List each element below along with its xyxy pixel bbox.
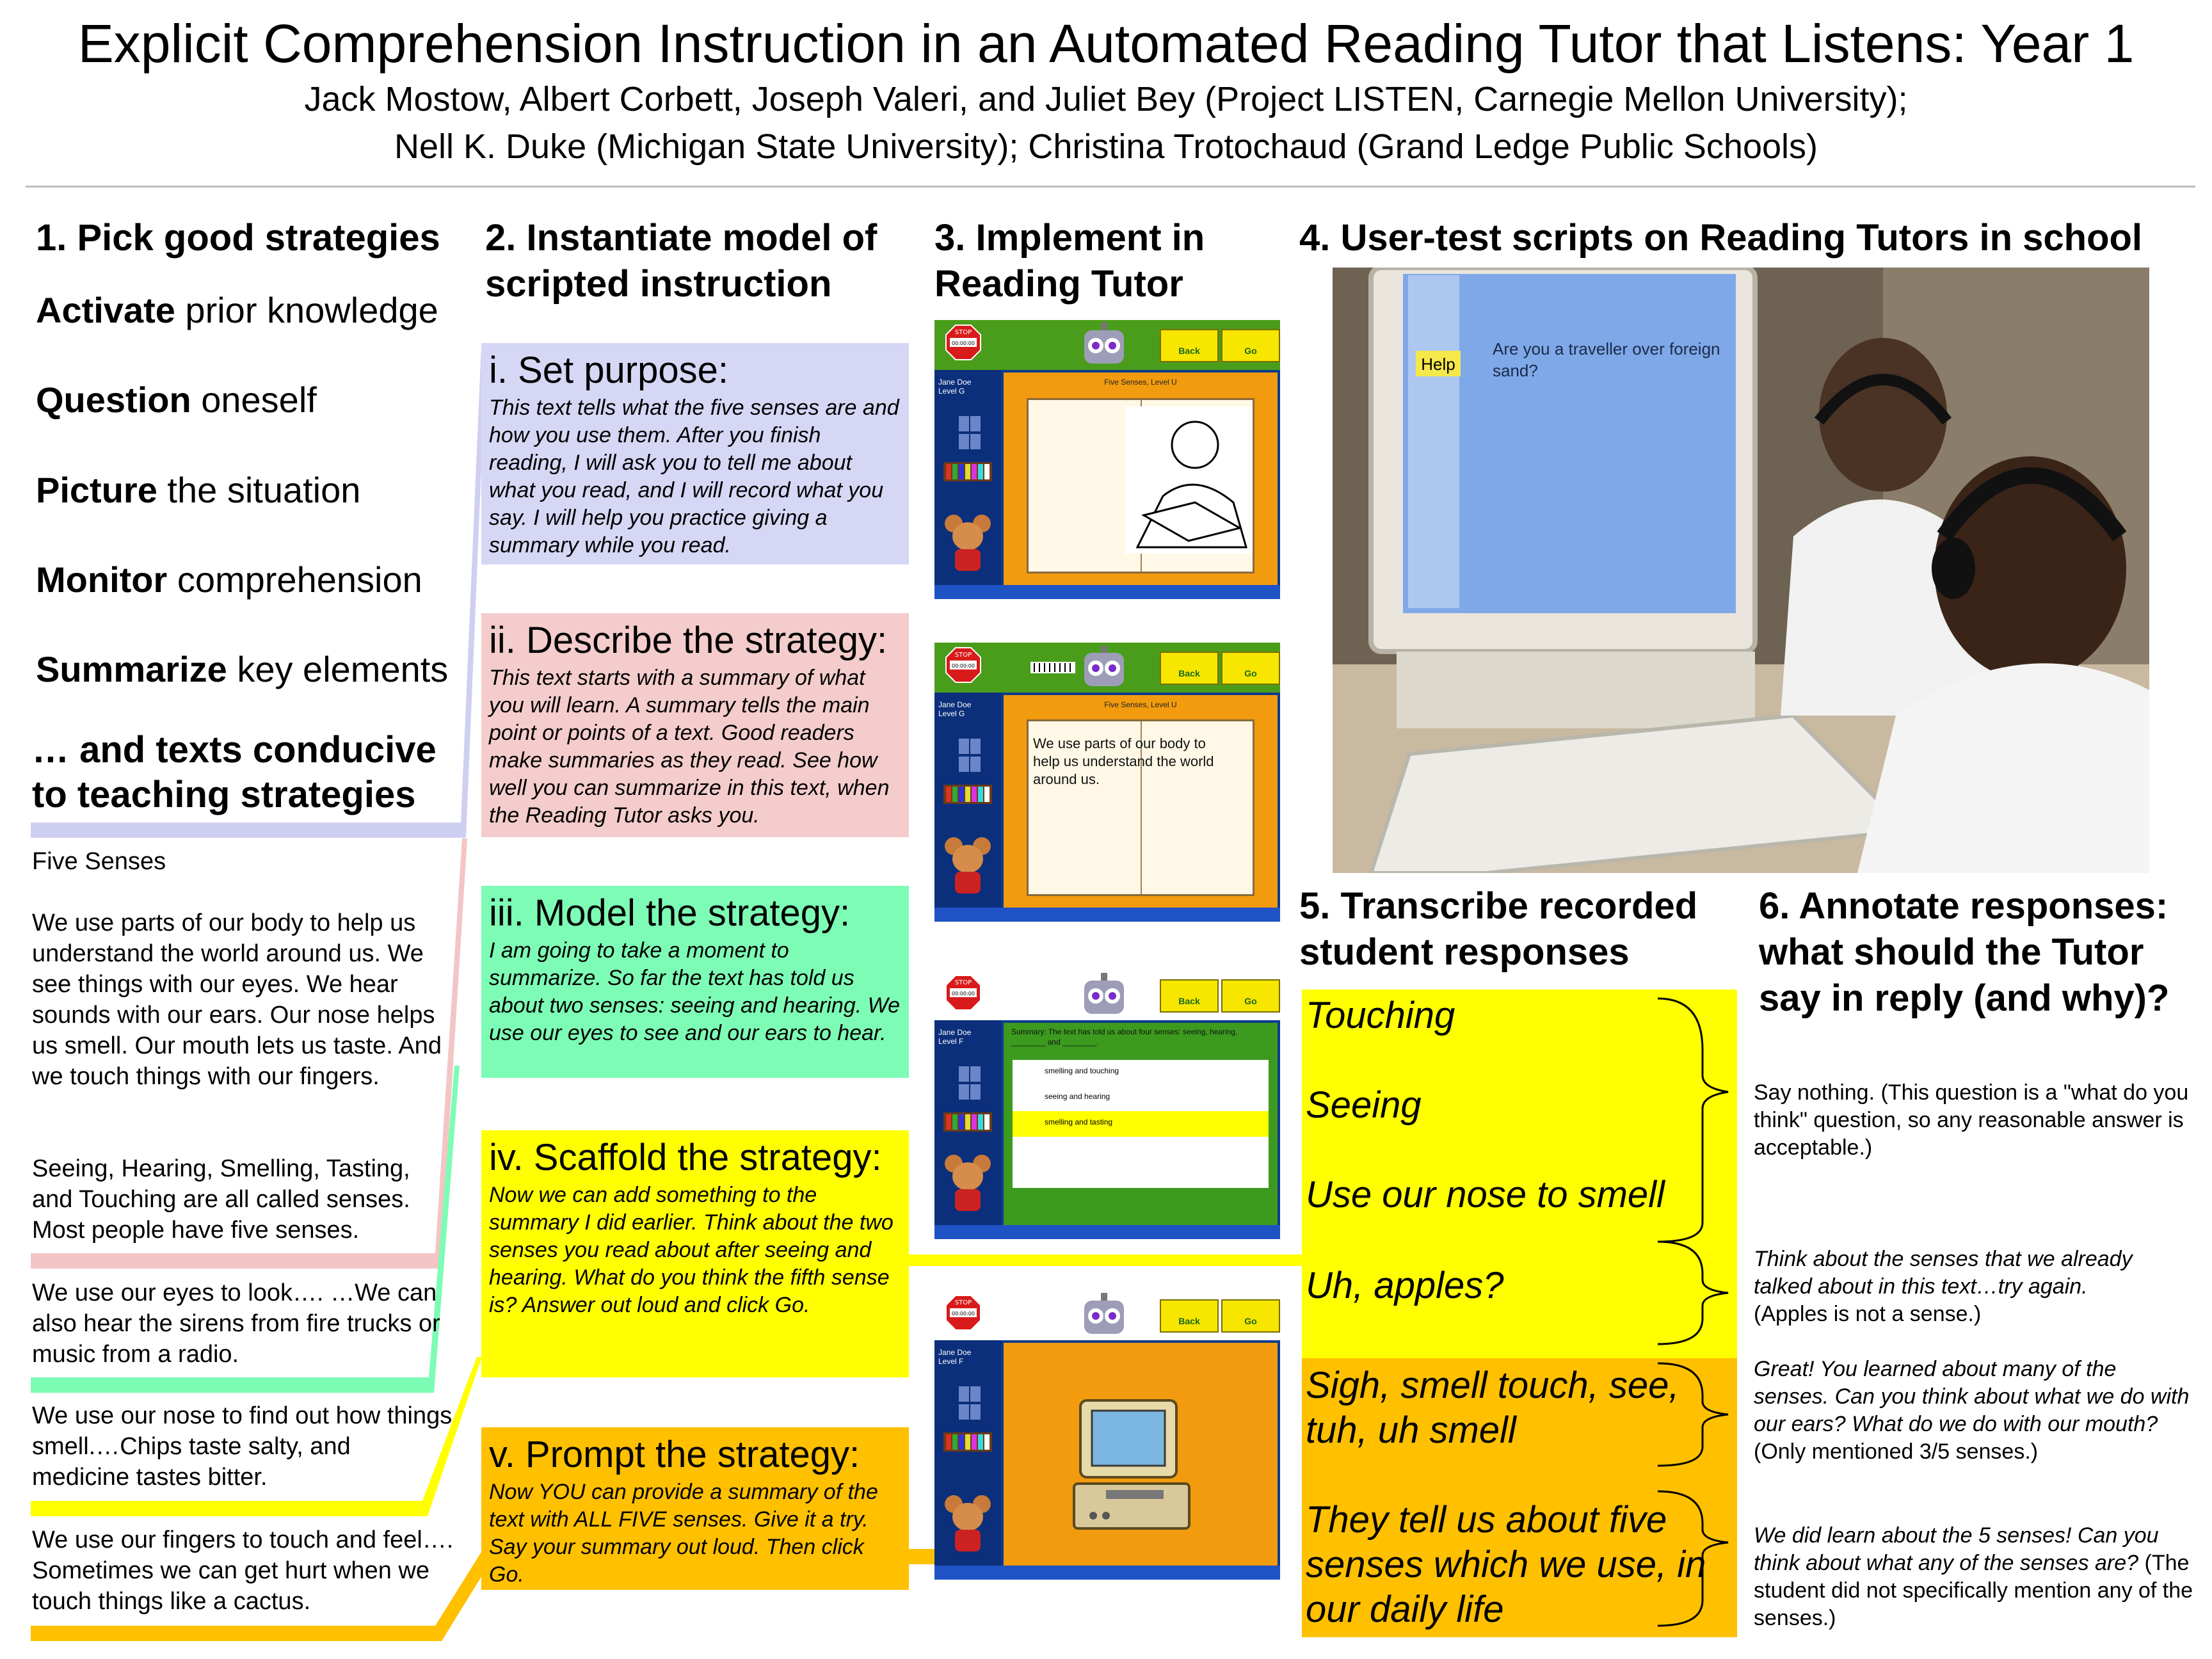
student-name: Jane Doe Level G xyxy=(938,378,972,396)
response-five-senses: They tell us about five senses which we use, in our daily life xyxy=(1306,1499,1706,1630)
svg-text:STOP: STOP xyxy=(954,979,972,986)
go-button[interactable]: Go xyxy=(1221,652,1280,685)
strategy-activate: Activate prior knowledge xyxy=(36,290,438,330)
col5-heading-line-1: 5. Transcribe recorded xyxy=(1299,885,1698,927)
step-title: v. Prompt the strategy: xyxy=(489,1434,860,1475)
step-title: i. Set purpose: xyxy=(489,349,728,391)
svg-text:00:00:00: 00:00:00 xyxy=(952,1311,975,1317)
annotation-apples: Think about the senses that we already talked about in this text…try again. (Apples is not a sense.) xyxy=(1754,1247,2133,1326)
choice-item[interactable]: smelling and touching xyxy=(1045,1066,1119,1075)
svg-text:Help: Help xyxy=(1421,355,1455,374)
response-touching: Touching xyxy=(1306,995,1455,1036)
student-name: Jane Doe Level G xyxy=(938,700,972,718)
poster-title: Explicit Comprehension Instruction in an Automated Reading Tutor that Listens: Year 1 xyxy=(77,13,2135,74)
col4-heading: 4. User-test scripts on Reading Tutors in school xyxy=(1299,217,2143,259)
story-title: Five Senses, Level U xyxy=(1104,378,1177,387)
step-title: iv. Scaffold the strategy: xyxy=(489,1137,882,1178)
authors-line-2: Nell K. Duke (Michigan State University); Christina Trotochaud (Grand Ledge Public Schools) xyxy=(394,127,1818,166)
step-body: Now we can add something to the summary I did earlier. Think about the two senses you read about after seeing and hearing. What do you think the fifth sense is? Answer out loud and click Go. xyxy=(489,1183,894,1317)
col6-heading-line-1: 6. Annotate responses: xyxy=(1759,885,2168,927)
step-title: ii. Describe the strategy: xyxy=(489,620,888,661)
go-button[interactable]: Go xyxy=(1221,1299,1280,1333)
passage-paragraph-1: We use parts of our body to help us understand the world around us. We see things with our eyes. We hear sounds with our ears. Our nose helps us smell. Our mouth lets us taste. And we touch things with our fingers. xyxy=(32,910,442,1090)
back-button[interactable]: Back xyxy=(1160,329,1219,362)
svg-text:STOP: STOP xyxy=(954,652,972,659)
svg-text:STOP: STOP xyxy=(954,1299,972,1306)
passage-paragraph-4: We use our nose to find out how things smell.…Chips taste salty, and medicine tastes bitter. xyxy=(32,1402,453,1491)
response-apples: Uh, apples? xyxy=(1306,1265,1504,1306)
student-name: Jane Doe Level F xyxy=(938,1028,972,1046)
step-body: This text starts with a summary of what you will learn. A summary tells the main point or points of a text. Good readers make summaries as they read. See how well you can summarize in this text, when the Reading Tutor asks you. xyxy=(489,666,890,828)
svg-text:00:00:00: 00:00:00 xyxy=(952,341,975,346)
passage-title: Five Senses xyxy=(32,848,166,875)
passage-paragraph-3: We use our eyes to look…. …We can also hear the sirens from fire trucks or music from a radio. xyxy=(32,1279,440,1368)
texts-heading-line-2: to teaching strategies xyxy=(32,774,416,815)
annotation-no-senses: We did learn about the 5 senses! Can you think about what any of the senses are? (The student did not specifically mention any of the senses.) xyxy=(1754,1523,2193,1630)
annotation-three-senses: Great! You learned about many of the senses. Can you think about what we do with our ears? What do we do with our mouth? (Only mentioned 3/5 senses.) xyxy=(1754,1357,2190,1464)
step-title: iii. Model the strategy: xyxy=(489,892,851,934)
step-body: Now YOU can provide a summary of the text with ALL FIVE senses. Give it a try. Say your summary out loud. Then click Go. xyxy=(489,1480,878,1587)
story-title: Five Senses, Level U xyxy=(1104,700,1177,709)
col5-heading-line-2: student responses xyxy=(1299,931,1630,973)
go-button[interactable]: Go xyxy=(1221,979,1280,1013)
book-text: We use parts of our body to help us understand the world around us. xyxy=(1033,735,1214,787)
back-button[interactable]: Back xyxy=(1160,652,1219,685)
back-button[interactable]: Back xyxy=(1160,979,1219,1013)
back-button[interactable]: Back xyxy=(1160,1299,1219,1333)
texts-heading-line-1: … and texts conducive xyxy=(32,729,437,771)
col1-heading: 1. Pick good strategies xyxy=(36,217,440,259)
svg-text:STOP: STOP xyxy=(954,329,972,336)
step-body: This text tells what the five senses are and how you use them. After you finish reading, I will ask you to tell me about what you read, and I will record what you say. I will help you practice giving a summary while you read. xyxy=(489,396,899,557)
col6-heading-line-2: what should the Tutor xyxy=(1759,931,2144,973)
svg-text:00:00:00: 00:00:00 xyxy=(952,663,975,669)
col3-heading-line-1: 3. Implement in xyxy=(934,217,1205,259)
response-sigh: Sigh, smell touch, see, tuh, uh smell xyxy=(1306,1365,1679,1451)
strategy-monitor: Monitor comprehension xyxy=(36,559,422,600)
col2-heading-line-2: scripted instruction xyxy=(485,263,832,305)
passage-paragraph-5: We use our fingers to touch and feel…. Sometimes we can get hurt when we touch things like a cactus. xyxy=(32,1527,454,1615)
choice-item[interactable]: seeing and hearing xyxy=(1045,1092,1110,1101)
annotation-say-nothing: Say nothing. (This question is a "what do you think" question, so any reasonable answer is acceptable.) xyxy=(1754,1080,2189,1160)
strategy-question: Question oneself xyxy=(36,380,317,420)
summary-prompt: Summary: The text has told us about four senses: seeing, hearing, ________ and ________. xyxy=(1011,1027,1238,1046)
authors-line-1: Jack Mostow, Albert Corbett, Joseph Valeri, and Juliet Bey (Project LISTEN, Carnegie Mellon University); xyxy=(304,80,1908,118)
choice-item-selected[interactable]: smelling and tasting xyxy=(1013,1111,1269,1137)
screen-sentence: Are you a traveller over foreign sand? xyxy=(1493,339,1720,380)
passage-paragraph-2: Seeing, Hearing, Smelling, Tasting, and Touching are all called senses. Most people have five senses. xyxy=(32,1155,410,1244)
strategy-picture: Picture the situation xyxy=(36,470,361,510)
svg-text:00:00:00: 00:00:00 xyxy=(952,991,975,997)
strategy-summarize: Summarize key elements xyxy=(36,649,449,689)
student-name: Jane Doe Level F xyxy=(938,1348,972,1366)
col2-heading-line-1: 2. Instantiate model of xyxy=(485,217,878,259)
col3-heading-line-2: Reading Tutor xyxy=(934,263,1183,305)
col6-heading-line-3: say in reply (and why)? xyxy=(1759,977,2170,1019)
response-nose: Use our nose to smell xyxy=(1306,1174,1665,1215)
step-body: I am going to take a moment to summarize. So far the text has told us about two senses: seeing and hearing. We use our eyes to see and our ears to hear. xyxy=(489,938,901,1045)
go-button[interactable]: Go xyxy=(1221,329,1280,362)
response-seeing: Seeing xyxy=(1306,1084,1422,1126)
